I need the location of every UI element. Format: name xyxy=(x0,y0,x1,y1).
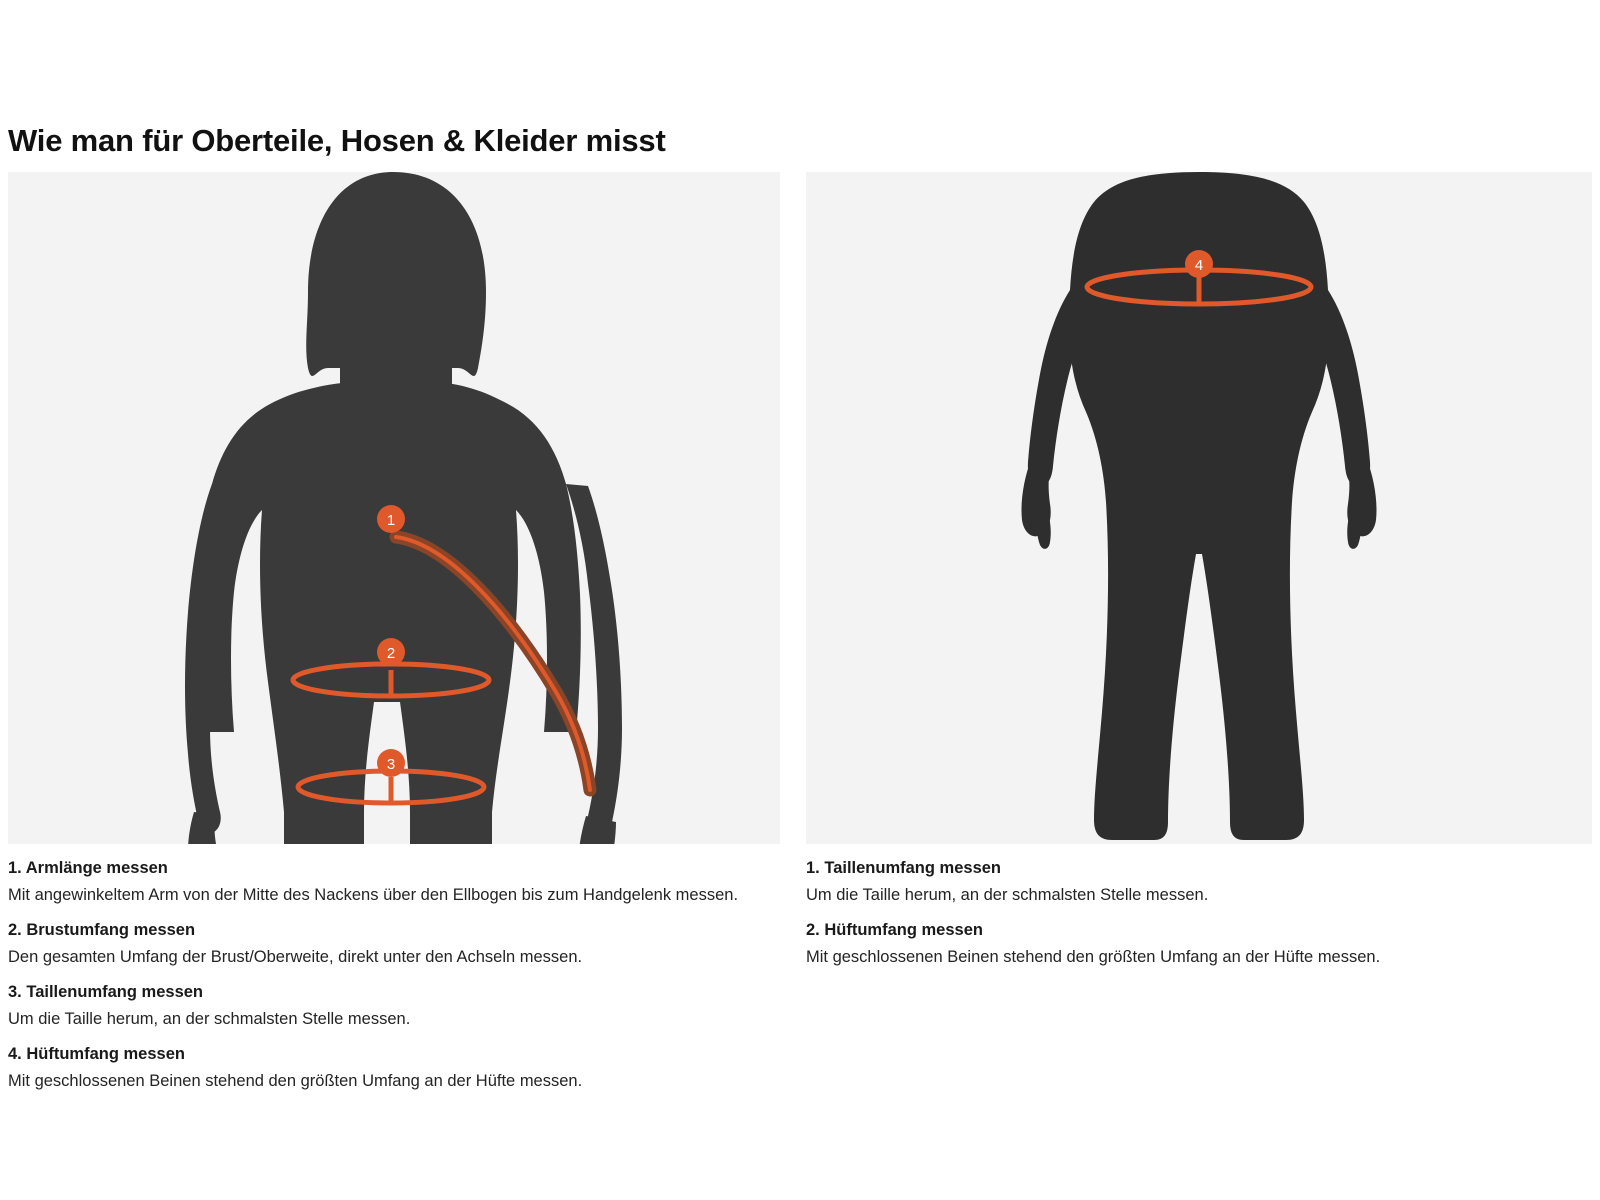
instruction-right-heading-1: 1. Taillenumfang messen xyxy=(806,859,1002,877)
upper-body-diagram-panel xyxy=(8,172,780,844)
instruction-heading-2: 2. Brustumfang messen xyxy=(8,921,196,940)
marker-2-label: 2 xyxy=(386,645,396,662)
instruction-heading-1: 1. Armlänge messen xyxy=(8,859,168,877)
instruction-text-2: Den gesamten Umfang der Brust/Oberweite, direkt unter den Achseln messen. xyxy=(8,947,583,966)
marker-1 xyxy=(377,505,405,533)
page-title: Wie man für Oberteile, Hosen & Kleider misst xyxy=(8,122,666,158)
instruction-right-text-2: Mit geschlossenen Beinen stehend den größten Umfang an der Hüfte messen. xyxy=(806,947,1381,966)
lower-body-diagram-panel xyxy=(806,172,1592,844)
marker-2 xyxy=(377,638,405,666)
instruction-heading-4: 4. Hüftumfang messen xyxy=(8,1045,185,1064)
instruction-text-1: Mit angewinkeltem Arm von der Mitte des Nackens über den Ellbogen bis zum Handgelenk messen. xyxy=(8,885,739,904)
instruction-text-4: Mit geschlossenen Beinen stehend den größten Umfang an der Hüfte messen. xyxy=(8,1071,583,1090)
instructions-left-column xyxy=(8,858,780,1092)
instructions xyxy=(8,858,1592,1118)
marker-3 xyxy=(377,749,405,777)
instruction-heading-3: 3. Taillenumfang messen xyxy=(8,983,204,1002)
marker-4-right-label: 4 xyxy=(1194,257,1204,274)
marker-3-label: 3 xyxy=(386,756,396,773)
instructions-right-column xyxy=(806,858,1592,968)
marker-4-right xyxy=(1185,250,1213,278)
marker-1-label: 1 xyxy=(386,512,396,529)
instruction-right-heading-2: 2. Hüftumfang messen xyxy=(806,921,983,940)
instruction-right-text-1: Um die Taille herum, an der schmalsten Stelle messen. xyxy=(806,885,1209,904)
lower-body-figure xyxy=(806,172,1592,844)
upper-body-figure xyxy=(8,172,780,844)
diagram-panels xyxy=(8,172,1592,844)
instruction-text-3: Um die Taille herum, an der schmalsten Stelle messen. xyxy=(8,1009,411,1028)
